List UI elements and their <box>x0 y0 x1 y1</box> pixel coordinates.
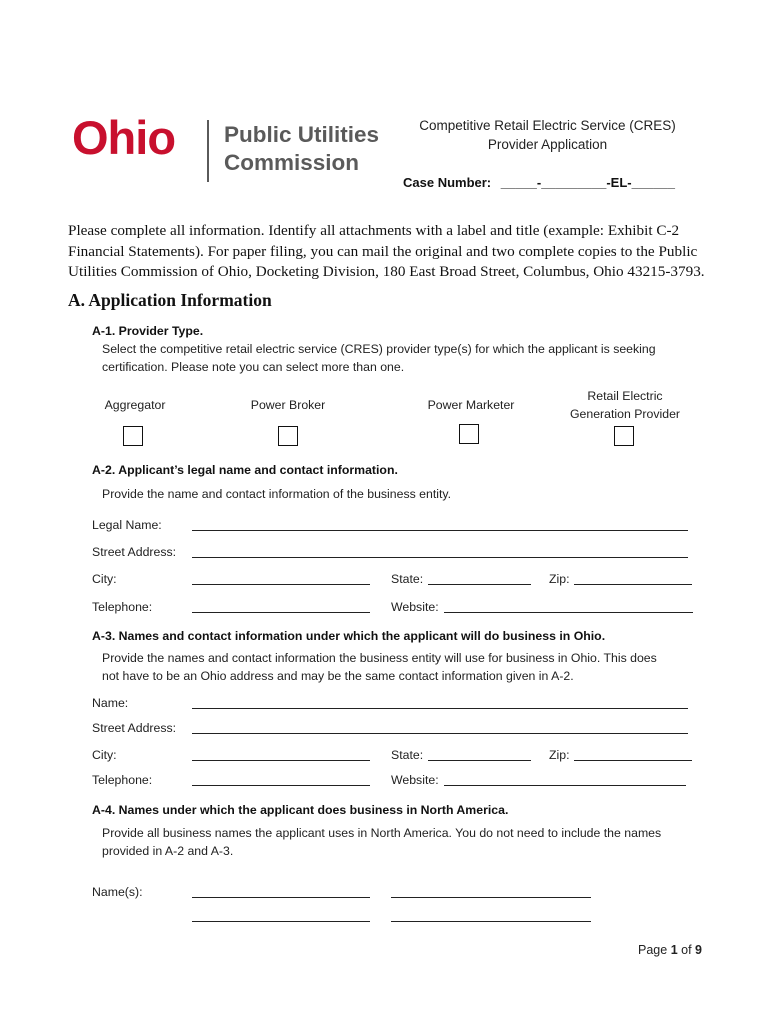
a4-description-line-1: Provide all business names the applicant uses in North America. You do not need to include the names <box>102 826 662 840</box>
section-a-title: A. Application Information <box>68 290 272 310</box>
a3-street-address-label: Street Address: <box>92 721 177 735</box>
a3-name-label: Name: <box>92 696 129 710</box>
a4-name-field-3[interactable] <box>192 921 370 922</box>
ohio-logo-wordmark: Ohio <box>72 111 176 164</box>
a1-description-line-2: certification. Please note you can select more than one. <box>102 360 405 374</box>
a2-website-label: Website: <box>391 600 439 614</box>
a2-city-field[interactable] <box>192 584 370 585</box>
a2-legal-name-field[interactable] <box>192 530 688 531</box>
a2-street-address-label: Street Address: <box>92 545 177 559</box>
provider-type-label-text: Generation Provider <box>569 407 681 421</box>
a3-telephone-field[interactable] <box>192 785 370 786</box>
page-of: of <box>681 943 692 957</box>
a3-description <box>102 649 722 685</box>
a2-zip-label: Zip: <box>549 572 570 586</box>
a2-state-field[interactable] <box>428 584 531 585</box>
a3-description-line-1: Provide the names and contact information the business entity will use for business in Ohio. This does <box>102 651 657 665</box>
a2-zip-field[interactable] <box>574 584 692 585</box>
form-title <box>405 116 690 154</box>
power-broker-checkbox[interactable] <box>278 426 298 446</box>
logo-divider <box>207 120 209 182</box>
provider-type-power-marketer-label <box>415 396 527 414</box>
logo-line-2: Commission <box>224 150 360 175</box>
a2-heading: A-2. Applicant’s legal name and contact information. <box>92 463 398 477</box>
a3-heading: A-3. Names and contact information under which the applicant will do business in Ohio. <box>92 629 606 643</box>
puco-logo-text <box>224 121 379 177</box>
page-total: 9 <box>695 943 702 957</box>
a3-city-label: City: <box>92 748 117 762</box>
page-number <box>638 943 702 957</box>
a3-website-label: Website: <box>391 773 439 787</box>
provider-type-power-broker-label <box>236 396 340 414</box>
a2-legal-name-label: Legal Name: <box>92 518 162 532</box>
a3-city-field[interactable] <box>192 760 370 761</box>
a4-name-field-2[interactable] <box>391 897 591 898</box>
form-title-line-2: Provider Application <box>487 137 608 152</box>
aggregator-checkbox[interactable] <box>123 426 143 446</box>
regp-checkbox[interactable] <box>614 426 634 446</box>
a3-state-label: State: <box>391 748 424 762</box>
page-current: 1 <box>670 943 678 957</box>
a3-name-field[interactable] <box>192 708 688 709</box>
form-title-line-1: Competitive Retail Electric Service (CRES) <box>419 118 676 133</box>
a4-names-label: Name(s): <box>92 885 143 899</box>
a3-description-line-2: not have to be an Ohio address and may be the same contact information given in A-2. <box>102 669 574 683</box>
a1-description <box>102 340 722 376</box>
a1-description-line-1: Select the competitive retail electric service (CRES) provider type(s) for which the applicant is seeking <box>102 342 656 356</box>
a3-state-field[interactable] <box>428 760 531 761</box>
provider-type-aggregator-label <box>88 396 182 414</box>
a3-zip-field[interactable] <box>574 760 692 761</box>
intro-paragraph: Please complete all information. Identify all attachments with a label and title (example: Exhibit C-2 Financial Statements). For paper filing, you can mail the original and two complete copies to the Public Utilities Commission of Ohio, Docketing Division, 180 East Broad Street, Columbus, Ohio 43215-3793. <box>68 222 705 280</box>
a2-street-address-field[interactable] <box>192 557 688 558</box>
power-marketer-checkbox[interactable] <box>459 424 479 444</box>
a2-state-label: State: <box>391 572 424 586</box>
case-number <box>403 175 675 190</box>
a4-description <box>102 824 722 860</box>
a2-telephone-field[interactable] <box>192 612 370 613</box>
a4-name-field-4[interactable] <box>391 921 591 922</box>
logo-line-1: Public Utilities <box>224 122 380 147</box>
a2-telephone-label: Telephone: <box>92 600 153 614</box>
provider-type-label-text: Retail Electric <box>587 389 663 403</box>
provider-type-regp-label <box>560 387 690 423</box>
a3-street-address-field[interactable] <box>192 733 688 734</box>
a2-website-field[interactable] <box>444 612 693 613</box>
a2-description: Provide the name and contact information of the business entity. <box>102 487 452 501</box>
page-label: Page <box>638 943 668 957</box>
a3-zip-label: Zip: <box>549 748 570 762</box>
a1-heading: A-1. Provider Type. <box>92 324 204 338</box>
a3-website-field[interactable] <box>444 785 686 786</box>
a4-heading: A-4. Names under which the applicant does business in North America. <box>92 803 509 817</box>
a4-name-field-1[interactable] <box>192 897 370 898</box>
provider-type-label-text: Power Marketer <box>427 398 515 412</box>
a4-description-line-2: provided in A-2 and A-3. <box>102 844 234 858</box>
case-number-field[interactable]: _____-_________-EL-______ <box>500 175 675 190</box>
a2-city-label: City: <box>92 572 117 586</box>
case-number-label: Case Number: <box>403 175 492 190</box>
provider-type-label-text: Power Broker <box>250 398 326 412</box>
a3-telephone-label: Telephone: <box>92 773 153 787</box>
provider-type-label-text: Aggregator <box>104 398 166 412</box>
